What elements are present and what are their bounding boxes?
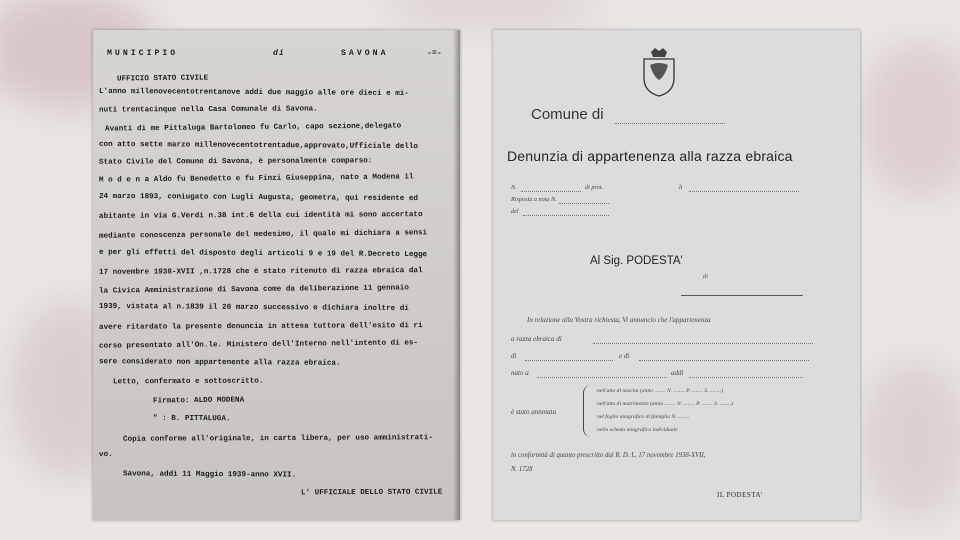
addressee-line <box>681 295 803 296</box>
typed-line: e per gli effetti del disposto degli articoli 9 e 19 del R.Decreto Legge <box>98 248 428 260</box>
ref-li-label: li <box>679 184 683 191</box>
typed-line: mediante conoscenza personale del medesimo, il quale mi dichiara a sensi <box>98 229 428 241</box>
annot-line-2: nell'atto di matrimonio (anno ........ N. ........ P. ........ S. ........) <box>597 401 733 407</box>
conformity-text: in conformità di quanto prescritto dal R. D. L. 17 novembre 1938-XVII, <box>511 452 706 459</box>
addressee: Al Sig. PODESTA' <box>590 255 683 267</box>
header-municipio: MUNICIPIO <box>107 49 179 58</box>
typed-line: 17 novembre 1938-XVII ,n.1728 che è stato ritenuto di razza ebraica dal <box>98 267 423 277</box>
body-blank-3b <box>639 360 809 361</box>
body-blank-3a <box>525 360 613 361</box>
typed-line: L' UFFICIALE DELLO STATO CIVILE <box>300 488 443 498</box>
typed-line: con atto sette marzo millenovecentotrentadue,approvato,Ufficiale dello <box>98 140 419 152</box>
body-blank-4a <box>537 377 667 378</box>
document-header <box>101 49 454 61</box>
coat-of-arms-icon <box>638 46 680 98</box>
comune-label: Comune di <box>531 106 604 123</box>
typed-line: Stato Civile del Comune di Savona, è personalmente comparso: <box>98 157 373 167</box>
comune-blank <box>615 123 725 124</box>
body-line-2: a razza ebraica di <box>511 335 562 343</box>
annot-line-4: nella scheda anagrafica individuale <box>597 427 678 433</box>
typed-line: abitante in via G.Verdi n.38 int.6 della cui identità mi sono accertato <box>98 211 423 221</box>
annotation-brace <box>583 385 594 437</box>
del-blank <box>523 215 609 216</box>
typed-line: M o d e n a Aldo fu Benedetto e fu Finzi Giuseppina, nato a Modena il <box>98 173 414 185</box>
ref-n-blank <box>521 191 581 192</box>
typed-line: corso presentato all'On.le. Ministero dell'Interno nell'intento di es- <box>98 339 419 351</box>
annot-line-1: nell'atto di nascita (anno ........ N. ........ P. ........ S. ........) <box>597 388 723 394</box>
decree-number: N. 1728 <box>511 466 533 473</box>
background-smudge <box>860 360 960 520</box>
typed-line: Avanti di me Pittaluga Bartolomeo fu Carlo, capo sezione,delegato <box>104 122 402 134</box>
body-line-3-edi: e di <box>619 352 630 360</box>
typed-line: L'anno millenovecentotrentanove addi due maggio alle ore dieci e mi- <box>98 87 409 99</box>
typed-line: Copia conforme all'originale, in carta libera, per uso amministrati- <box>122 434 433 444</box>
typed-line: nuti trentacinque nella Casa Comunale di Savona. <box>98 105 318 115</box>
body-blank-2 <box>593 343 813 344</box>
ref-li-blank <box>689 191 799 192</box>
typed-line: 24 marzo 1893, coniugato con Lugli Augusta, geometra, qui residente ed <box>98 192 419 204</box>
typed-line: Savona, addì 11 Maggio 1939-anno XVII. <box>122 470 297 480</box>
body-line-1: In relazione alla Vostra richiesta, Vi annuncio che l'appartenenza <box>527 316 711 324</box>
background-smudge <box>860 40 960 200</box>
typed-certificate-document <box>93 30 460 520</box>
risposta-label: Risposta a nota N. <box>511 196 557 203</box>
ref-prot-label: di prot. <box>585 184 603 191</box>
printed-form-document <box>493 30 860 520</box>
typed-line: vo. <box>98 450 113 460</box>
background-smudge <box>380 0 600 30</box>
annot-line-3: nel foglio anagrafico di famiglia N. ........ <box>597 414 690 420</box>
typed-line: la Civica Amministrazione di Savona come da deliberazione 11 gennaio <box>98 284 409 296</box>
header-savona: SAVONA <box>341 49 389 58</box>
typed-line: " : B. PITTALUGA. <box>152 414 231 424</box>
page-edge-shadow <box>453 30 460 520</box>
typed-line: avere ritardato la presente denuncia in attesa tuttora dell'esito di ri <box>98 322 423 332</box>
form-title: Denunzia di appartenenza alla razza ebraica <box>507 148 793 164</box>
del-label: del <box>511 208 519 215</box>
body-blank-4b <box>689 377 803 378</box>
header-dash: -=- <box>427 49 442 58</box>
typed-line: Letto, confermato e sottoscritto. <box>112 377 264 387</box>
typed-line: Firmato: ALDO MODENA <box>152 396 245 406</box>
addressee-di: di <box>703 273 708 280</box>
typed-line: UFFICIO STATO CIVILE <box>116 74 209 84</box>
ref-n-label: N. <box>511 184 517 191</box>
podesta-signature: IL PODESTA' <box>717 491 763 499</box>
annotata-label: è stato annotata <box>511 408 557 416</box>
body-line-4-addi: addì <box>671 369 684 377</box>
body-line-3-di: di <box>511 352 517 360</box>
typed-line: 1939, vistata al n.1839 il 20 marzo successivo e dichiara inoltre di <box>98 302 409 314</box>
typed-line: sere considerato non appartenente alla razza ebraica. <box>98 358 341 368</box>
header-di: di <box>273 49 285 58</box>
risposta-blank <box>559 203 609 204</box>
body-line-4-nato: nato a <box>511 369 529 377</box>
